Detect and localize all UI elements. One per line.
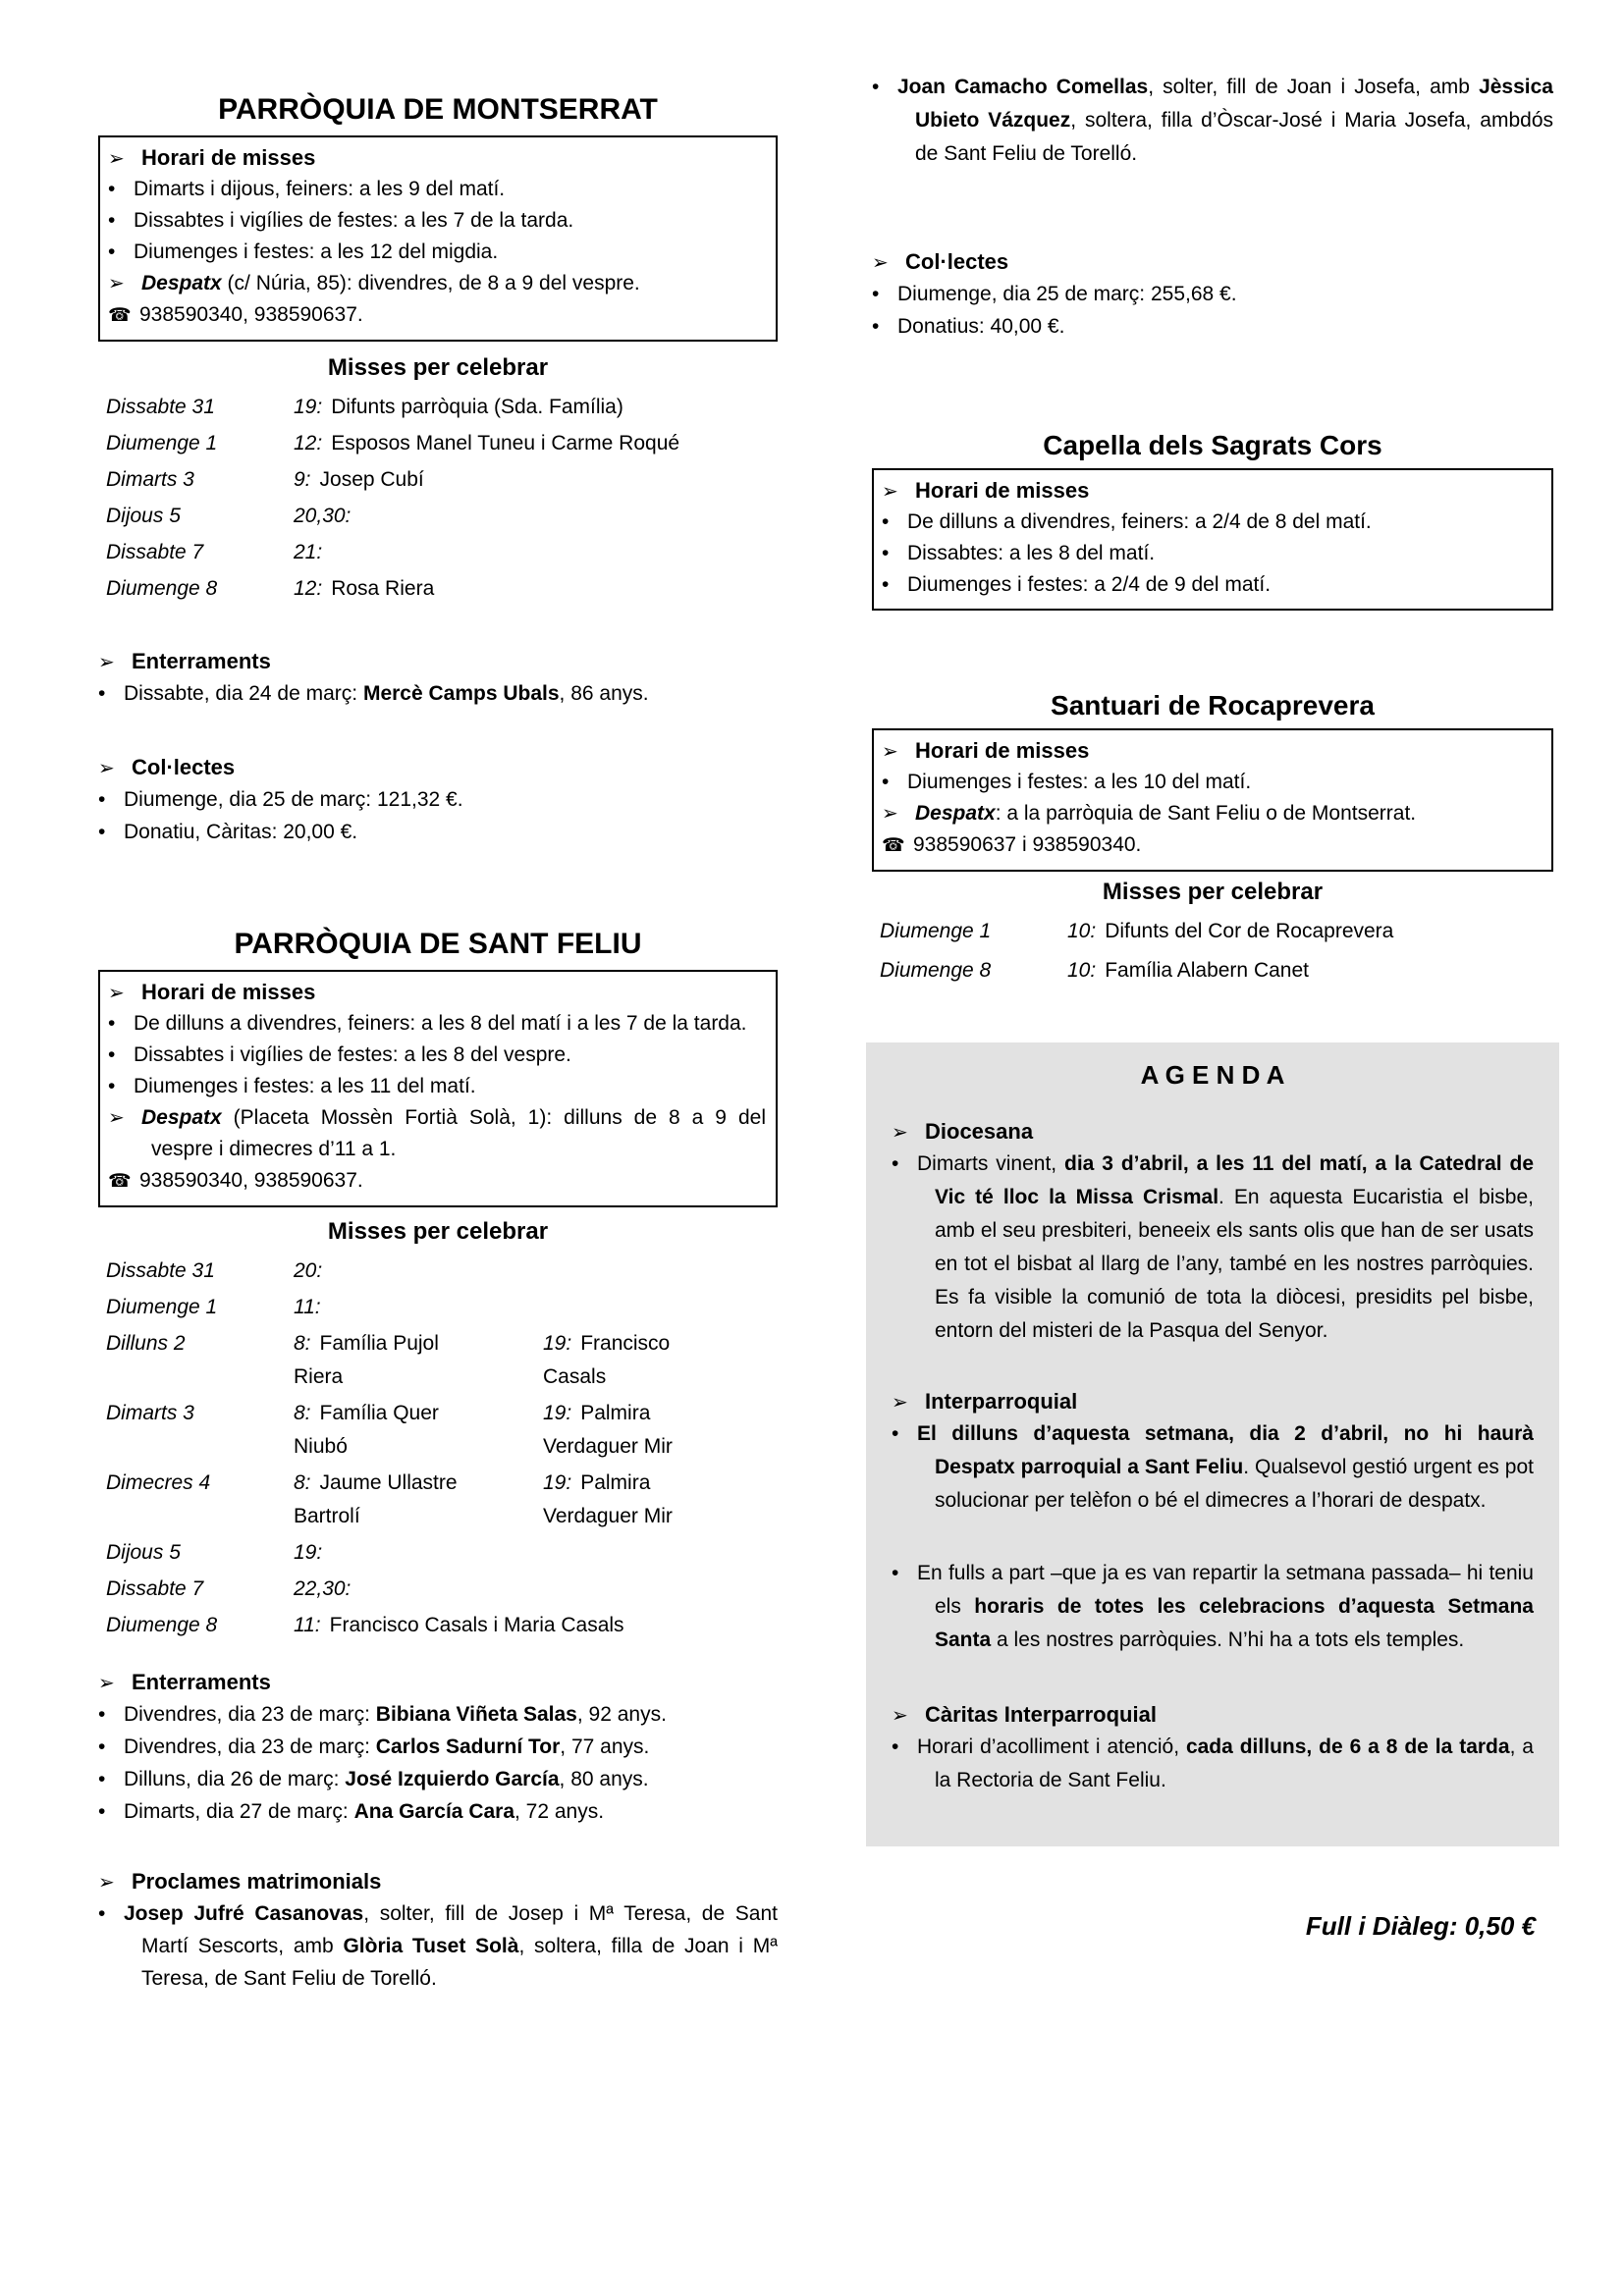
mass-cell [294, 536, 778, 569]
bullet-icon: • [108, 1075, 116, 1097]
montserrat-collectes-header [98, 753, 778, 783]
agenda-item [892, 1417, 1534, 1518]
mass-cell [294, 1573, 543, 1606]
sagrats-schedule-box [872, 468, 1553, 611]
arrow-bullet-icon: ➢ [108, 983, 125, 1004]
arrow-bullet-icon: ➢ [98, 1872, 115, 1894]
mass-time: 19: [294, 1541, 323, 1564]
proclama-item [98, 1897, 778, 1995]
agenda-diocesana-header [892, 1117, 1534, 1148]
collecta-text: Diumenge, dia 25 de març: 255,68 €. [897, 283, 1237, 305]
santfeliu-horari-item [108, 1040, 766, 1071]
montserrat-enterraments-header [98, 647, 778, 677]
horari-text: Diumenges i festes: a les 11 del matí. [134, 1075, 476, 1097]
rocaprevera-horari-item [882, 767, 1542, 798]
montserrat-horari-label: Horari de misses [141, 145, 316, 170]
arrow-bullet-icon: ➢ [882, 803, 898, 825]
table-row [106, 572, 778, 606]
table-row [880, 954, 1553, 988]
collecta-item [872, 310, 1553, 343]
mass-intention: Palmira Verdaguer Mir [543, 1402, 673, 1458]
sagrats-horari-header [882, 476, 1542, 507]
enterrament-text: Dilluns, dia 26 de març: José Izquierdo García, 80 anys. [124, 1768, 649, 1790]
arrow-bullet-icon: ➢ [882, 741, 898, 763]
mass-intention: Francisco Casals i Maria Casals [329, 1614, 624, 1636]
table-row [106, 391, 778, 424]
mass-day: Dissabte 7 [106, 1577, 204, 1600]
mass-cell [543, 1467, 778, 1533]
table-row [106, 1573, 778, 1606]
sagrats-horari-item [882, 569, 1542, 601]
bullet-icon: • [882, 771, 890, 793]
bullet-icon: • [872, 315, 880, 338]
santfeliu-horari-item [108, 1008, 766, 1040]
collecta-item [98, 816, 778, 848]
rocaprevera-horari-label: Horari de misses [915, 738, 1090, 763]
mass-cell [1067, 954, 1553, 988]
table-row [106, 1609, 778, 1642]
section-label: Diocesana [925, 1119, 1034, 1144]
table-row [880, 915, 1553, 948]
mass-cell [294, 1397, 543, 1464]
montserrat-despatx-line [108, 268, 766, 299]
mass-time: 9: [294, 468, 311, 491]
horari-text: De dilluns a divendres, feiners: a les 8 del matí i a les 7 de la tarda. [134, 1012, 747, 1035]
collecta-text: Donatius: 40,00 €. [897, 315, 1065, 338]
mass-cell [294, 427, 778, 460]
mass-time: 8: [294, 1402, 311, 1424]
table-row [106, 1536, 778, 1570]
mass-cell [543, 1327, 778, 1394]
mass-cell [294, 391, 778, 424]
table-row [106, 463, 778, 497]
montserrat-horari-item [108, 205, 766, 237]
mass-time: 11: [294, 1296, 321, 1318]
phone-numbers: 938590340, 938590637. [139, 1169, 363, 1192]
arrow-bullet-icon: ➢ [872, 252, 889, 274]
horari-text: Dissabtes: a les 8 del matí. [907, 542, 1156, 564]
table-row [106, 500, 778, 533]
phone-icon: ☎ [108, 305, 132, 326]
proclames-header [98, 1867, 778, 1897]
section-label: Col·lectes [132, 755, 236, 779]
bullet-icon: • [108, 1043, 116, 1066]
mass-day: Dissabte 31 [106, 1259, 215, 1282]
mass-intention: Rosa Riera [331, 577, 435, 600]
agenda-text: El dilluns d’aquesta setmana, dia 2 d’abril, no hi haurà Despatx parroquial a Sant Feliu. Qualsevol gestió urgent es pot solucionar per telèfon o bé el dimecres a l’horari de despatx. [917, 1422, 1535, 1512]
enterrament-item [98, 677, 778, 710]
santfeliu-schedule-box [98, 970, 778, 1207]
mass-time: 19: [543, 1402, 572, 1424]
arrow-bullet-icon: ➢ [108, 148, 125, 170]
mass-cell [294, 1467, 543, 1533]
section-label: Enterraments [132, 1670, 271, 1694]
right-collectes-header [872, 247, 1553, 278]
table-row [106, 536, 778, 569]
horari-text: Diumenges i festes: a 2/4 de 9 del matí. [907, 573, 1272, 596]
enterrament-item [98, 1795, 778, 1828]
rocaprevera-horari-header [882, 736, 1542, 767]
section-label: Col·lectes [905, 249, 1009, 274]
arrow-bullet-icon: ➢ [98, 1673, 115, 1694]
agenda-text: En fulls a part –que ja es van repartir la setmana passada– hi teniu els horaris de totes les celebracions d’aquesta Setmana Santa a les nostres parròquies. N’hi ha a tots els temples. [917, 1562, 1534, 1651]
mass-intention: Josep Cubí [319, 468, 424, 491]
section-label: Interparroquial [925, 1389, 1078, 1414]
mass-day: Diumenge 1 [106, 432, 218, 454]
bullet-icon: • [892, 1735, 899, 1758]
mass-time: 10: [1067, 959, 1097, 982]
left-column [98, 0, 778, 1995]
bullet-icon: • [108, 209, 116, 232]
mass-cell [294, 463, 778, 497]
collecta-item [872, 278, 1553, 310]
enterrament-text: Divendres, dia 23 de març: Carlos Sadurní Tor, 77 anys. [124, 1735, 650, 1758]
mass-day: Diumenge 8 [880, 959, 992, 982]
mass-cell [294, 500, 778, 533]
rocaprevera-schedule-box [872, 728, 1553, 872]
horari-text: De dilluns a divendres, feiners: a 2/4 de 8 del matí. [907, 510, 1372, 533]
despatx-label: Despatx [141, 1106, 222, 1129]
phone-icon: ☎ [882, 835, 905, 856]
bullet-icon: • [108, 1012, 116, 1035]
horari-text: Diumenges i festes: a les 12 del migdia. [134, 240, 499, 263]
mass-day: Dissabte 31 [106, 396, 215, 418]
bullet-icon: • [892, 1152, 899, 1175]
section-label: Enterraments [132, 649, 271, 673]
mass-cell [294, 1327, 543, 1394]
bullet-icon: • [892, 1562, 899, 1584]
mass-intention: Francisco Casals [543, 1332, 671, 1388]
enterrament-text: Divendres, dia 23 de març: Bibiana Viñeta Salas, 92 anys. [124, 1703, 667, 1726]
mass-time: 20: [294, 1259, 323, 1282]
arrow-bullet-icon: ➢ [98, 652, 115, 673]
agenda-item [892, 1557, 1534, 1657]
despatx-label: Despatx [141, 272, 222, 294]
proclama-item [872, 71, 1553, 171]
enterrament-text: Dimarts, dia 27 de març: Ana García Cara, 72 anys. [124, 1800, 605, 1823]
mass-day: Dimarts 3 [106, 468, 194, 491]
mass-cell [294, 1536, 543, 1570]
despatx-text: (c/ Núria, 85): divendres, de 8 a 9 del vespre. [221, 272, 640, 294]
montserrat-phone-line [108, 299, 766, 332]
mass-day: Diumenge 1 [106, 1296, 218, 1318]
mass-time: 12: [294, 432, 323, 454]
agenda-text: Dimarts vinent, dia 3 d’abril, a les 11 del matí, a la Catedral de Vic té lloc la Missa Crismal. En aquesta Eucaristia el bisbe, amb el seu presbiteri, beneeix els sants olis que han de ser usats en tot el bisbat al llarg de l’any, també en les nostres parròquies. Es fa visible la comunió de tota la diòcesi, presidits pel bisbe, entorn del misteri de la Pasqua del Senyor. [917, 1152, 1534, 1342]
mass-intention: Difunts del Cor de Rocaprevera [1105, 920, 1394, 942]
sagrats-horari-item [882, 538, 1542, 569]
montserrat-horari-header [108, 143, 766, 174]
mass-intention: Família Quer Niubó [294, 1402, 439, 1458]
mass-day: Dissabte 7 [106, 541, 204, 563]
phone-numbers: 938590637 i 938590340. [913, 833, 1142, 856]
mass-time: 22,30: [294, 1577, 352, 1600]
bullet-icon: • [98, 1800, 106, 1823]
mass-day: Dilluns 2 [106, 1332, 186, 1355]
agenda-box [866, 1042, 1559, 1846]
mass-time: 20,30: [294, 505, 352, 527]
santfeliu-horari-header [108, 978, 766, 1008]
proclama-text: Josep Jufré Casanovas, solter, fill de Josep i Mª Teresa, de Sant Martí Sescorts, amb Glòria Tuset Solà, soltera, filla de Joan i Mª Teresa, de Sant Feliu de Torelló. [124, 1902, 779, 1990]
santfeliu-horari-item [108, 1071, 766, 1102]
mass-intention: Família Alabern Canet [1105, 959, 1309, 982]
mass-day: Diumenge 8 [106, 577, 218, 600]
sagrats-horari-label: Horari de misses [915, 478, 1090, 503]
section-label: Càritas Interparroquial [925, 1702, 1157, 1727]
bullet-icon: • [872, 283, 880, 305]
mass-cell [1067, 915, 1553, 948]
despatx-text: (Placeta Mossèn Fortià Solà, 1): dilluns de 8 a 9 del vespre i dimecres d’11 a 1. [151, 1106, 766, 1160]
section-label: Proclames matrimonials [132, 1869, 382, 1894]
mass-time: 19: [543, 1332, 572, 1355]
bullet-icon: • [98, 1703, 106, 1726]
horari-text: Dimarts i dijous, feiners: a les 9 del matí. [134, 178, 506, 200]
rocaprevera-phone-line [882, 829, 1542, 862]
collecta-item [98, 783, 778, 816]
rocaprevera-despatx-line [882, 798, 1542, 829]
collecta-text: Diumenge, dia 25 de març: 121,32 €. [124, 788, 463, 811]
santfeliu-title: PARRÒQUIA DE SANT FELIU [234, 928, 642, 960]
mass-day: Dimecres 4 [106, 1471, 211, 1494]
mass-cell [294, 1255, 543, 1288]
santfeliu-enterraments-header [98, 1668, 778, 1698]
table-row [106, 1327, 778, 1394]
mass-cell [543, 1397, 778, 1464]
mass-time: 21: [294, 541, 323, 563]
mass-day: Dimarts 3 [106, 1402, 194, 1424]
santfeliu-phone-line [108, 1165, 766, 1198]
bullet-icon: • [872, 76, 880, 98]
mass-time: 10: [1067, 920, 1097, 942]
arrow-bullet-icon: ➢ [108, 273, 125, 294]
mass-time: 19: [294, 396, 323, 418]
santfeliu-misses-title: Misses per celebrar [327, 1218, 549, 1245]
arrow-bullet-icon: ➢ [882, 481, 898, 503]
horari-text: Dissabtes i vigílies de festes: a les 8 del vespre. [134, 1043, 571, 1066]
mass-cell [294, 572, 778, 606]
bullet-icon: • [98, 1735, 106, 1758]
agenda-text: Horari d’acolliment i atenció, cada dilluns, de 6 a 8 de la tarda, a la Rectoria de Sant Feliu. [917, 1735, 1534, 1791]
mass-intention: Difunts parròquia (Sda. Família) [331, 396, 623, 418]
bulletin-price: Full i Diàleg: 0,50 € [1305, 1911, 1536, 1941]
table-row [106, 1467, 778, 1533]
phone-icon: ☎ [108, 1171, 132, 1192]
montserrat-schedule-box [98, 135, 778, 342]
montserrat-horari-item [108, 237, 766, 268]
mass-intention: Esposos Manel Tuneu i Carme Roqué [331, 432, 680, 454]
santfeliu-masses-table [98, 1255, 778, 1642]
sagrats-title: Capella dels Sagrats Cors [1043, 430, 1382, 460]
table-row [106, 1255, 778, 1288]
enterrament-item [98, 1698, 778, 1731]
mass-day: Diumenge 8 [106, 1614, 218, 1636]
enterrament-item [98, 1731, 778, 1763]
despatx-text: : a la parròquia de Sant Feliu o de Montserrat. [995, 802, 1417, 825]
santfeliu-horari-label: Horari de misses [141, 980, 316, 1004]
montserrat-title: PARRÒQUIA DE MONTSERRAT [218, 93, 658, 126]
mass-intention: Jaume Ullastre Bartrolí [294, 1471, 458, 1527]
montserrat-horari-item [108, 174, 766, 205]
bullet-icon: • [892, 1422, 899, 1445]
proclama-text: Joan Camacho Comellas, solter, fill de Joan i Josefa, amb Jèssica Ubieto Vázquez, soltera, filla d’Òscar-José i Maria Josefa, ambdós de Sant Feliu de Torelló. [897, 76, 1553, 165]
mass-cell [294, 1291, 543, 1324]
montserrat-misses-title: Misses per celebrar [327, 354, 549, 381]
sagrats-horari-item [882, 507, 1542, 538]
mass-cell [294, 1609, 778, 1642]
mass-time: 19: [543, 1471, 572, 1494]
agenda-item [892, 1148, 1534, 1348]
table-row [106, 1291, 778, 1324]
arrow-bullet-icon: ➢ [108, 1107, 125, 1129]
rocaprevera-title: Santuari de Rocaprevera [1051, 690, 1375, 721]
mass-time: 12: [294, 577, 323, 600]
enterrament-text: Dissabte, dia 24 de març: Mercè Camps Ubals, 86 anys. [124, 682, 649, 705]
table-row [106, 427, 778, 460]
bullet-icon: • [98, 1902, 106, 1925]
rocaprevera-misses-title: Misses per celebrar [1102, 879, 1324, 905]
bullet-icon: • [108, 240, 116, 263]
enterrament-item [98, 1763, 778, 1795]
mass-day: Dijous 5 [106, 505, 181, 527]
right-column [872, 0, 1553, 1943]
mass-time: 8: [294, 1471, 311, 1494]
bullet-icon: • [882, 542, 890, 564]
horari-text: Dissabtes i vigílies de festes: a les 7 de la tarda. [134, 209, 574, 232]
arrow-bullet-icon: ➢ [892, 1392, 908, 1414]
santfeliu-despatx-line [108, 1102, 766, 1165]
bullet-icon: • [98, 682, 106, 705]
agenda-title: A G E N D A [1140, 1060, 1285, 1090]
mass-day: Dijous 5 [106, 1541, 181, 1564]
arrow-bullet-icon: ➢ [892, 1122, 908, 1144]
mass-time: 8: [294, 1332, 311, 1355]
rocaprevera-masses-table [872, 915, 1553, 988]
agenda-item [892, 1731, 1534, 1797]
arrow-bullet-icon: ➢ [98, 758, 115, 779]
table-row [106, 1397, 778, 1464]
agenda-interparroquial-header [892, 1387, 1534, 1417]
bullet-icon: • [882, 573, 890, 596]
bullet-icon: • [98, 788, 106, 811]
arrow-bullet-icon: ➢ [892, 1705, 908, 1727]
despatx-label: Despatx [915, 802, 996, 825]
bullet-icon: • [98, 1768, 106, 1790]
mass-intention: Palmira Verdaguer Mir [543, 1471, 673, 1527]
phone-numbers: 938590340, 938590637. [139, 303, 363, 326]
bullet-icon: • [882, 510, 890, 533]
bullet-icon: • [98, 821, 106, 843]
mass-day: Diumenge 1 [880, 920, 992, 942]
mass-time: 11: [294, 1614, 321, 1636]
agenda-caritas-header [892, 1700, 1534, 1731]
montserrat-masses-table [98, 391, 778, 606]
collecta-text: Donatiu, Càritas: 20,00 €. [124, 821, 358, 843]
mass-intention: Família Pujol Riera [294, 1332, 439, 1388]
bullet-icon: • [108, 178, 116, 200]
horari-text: Diumenges i festes: a les 10 del matí. [907, 771, 1252, 793]
